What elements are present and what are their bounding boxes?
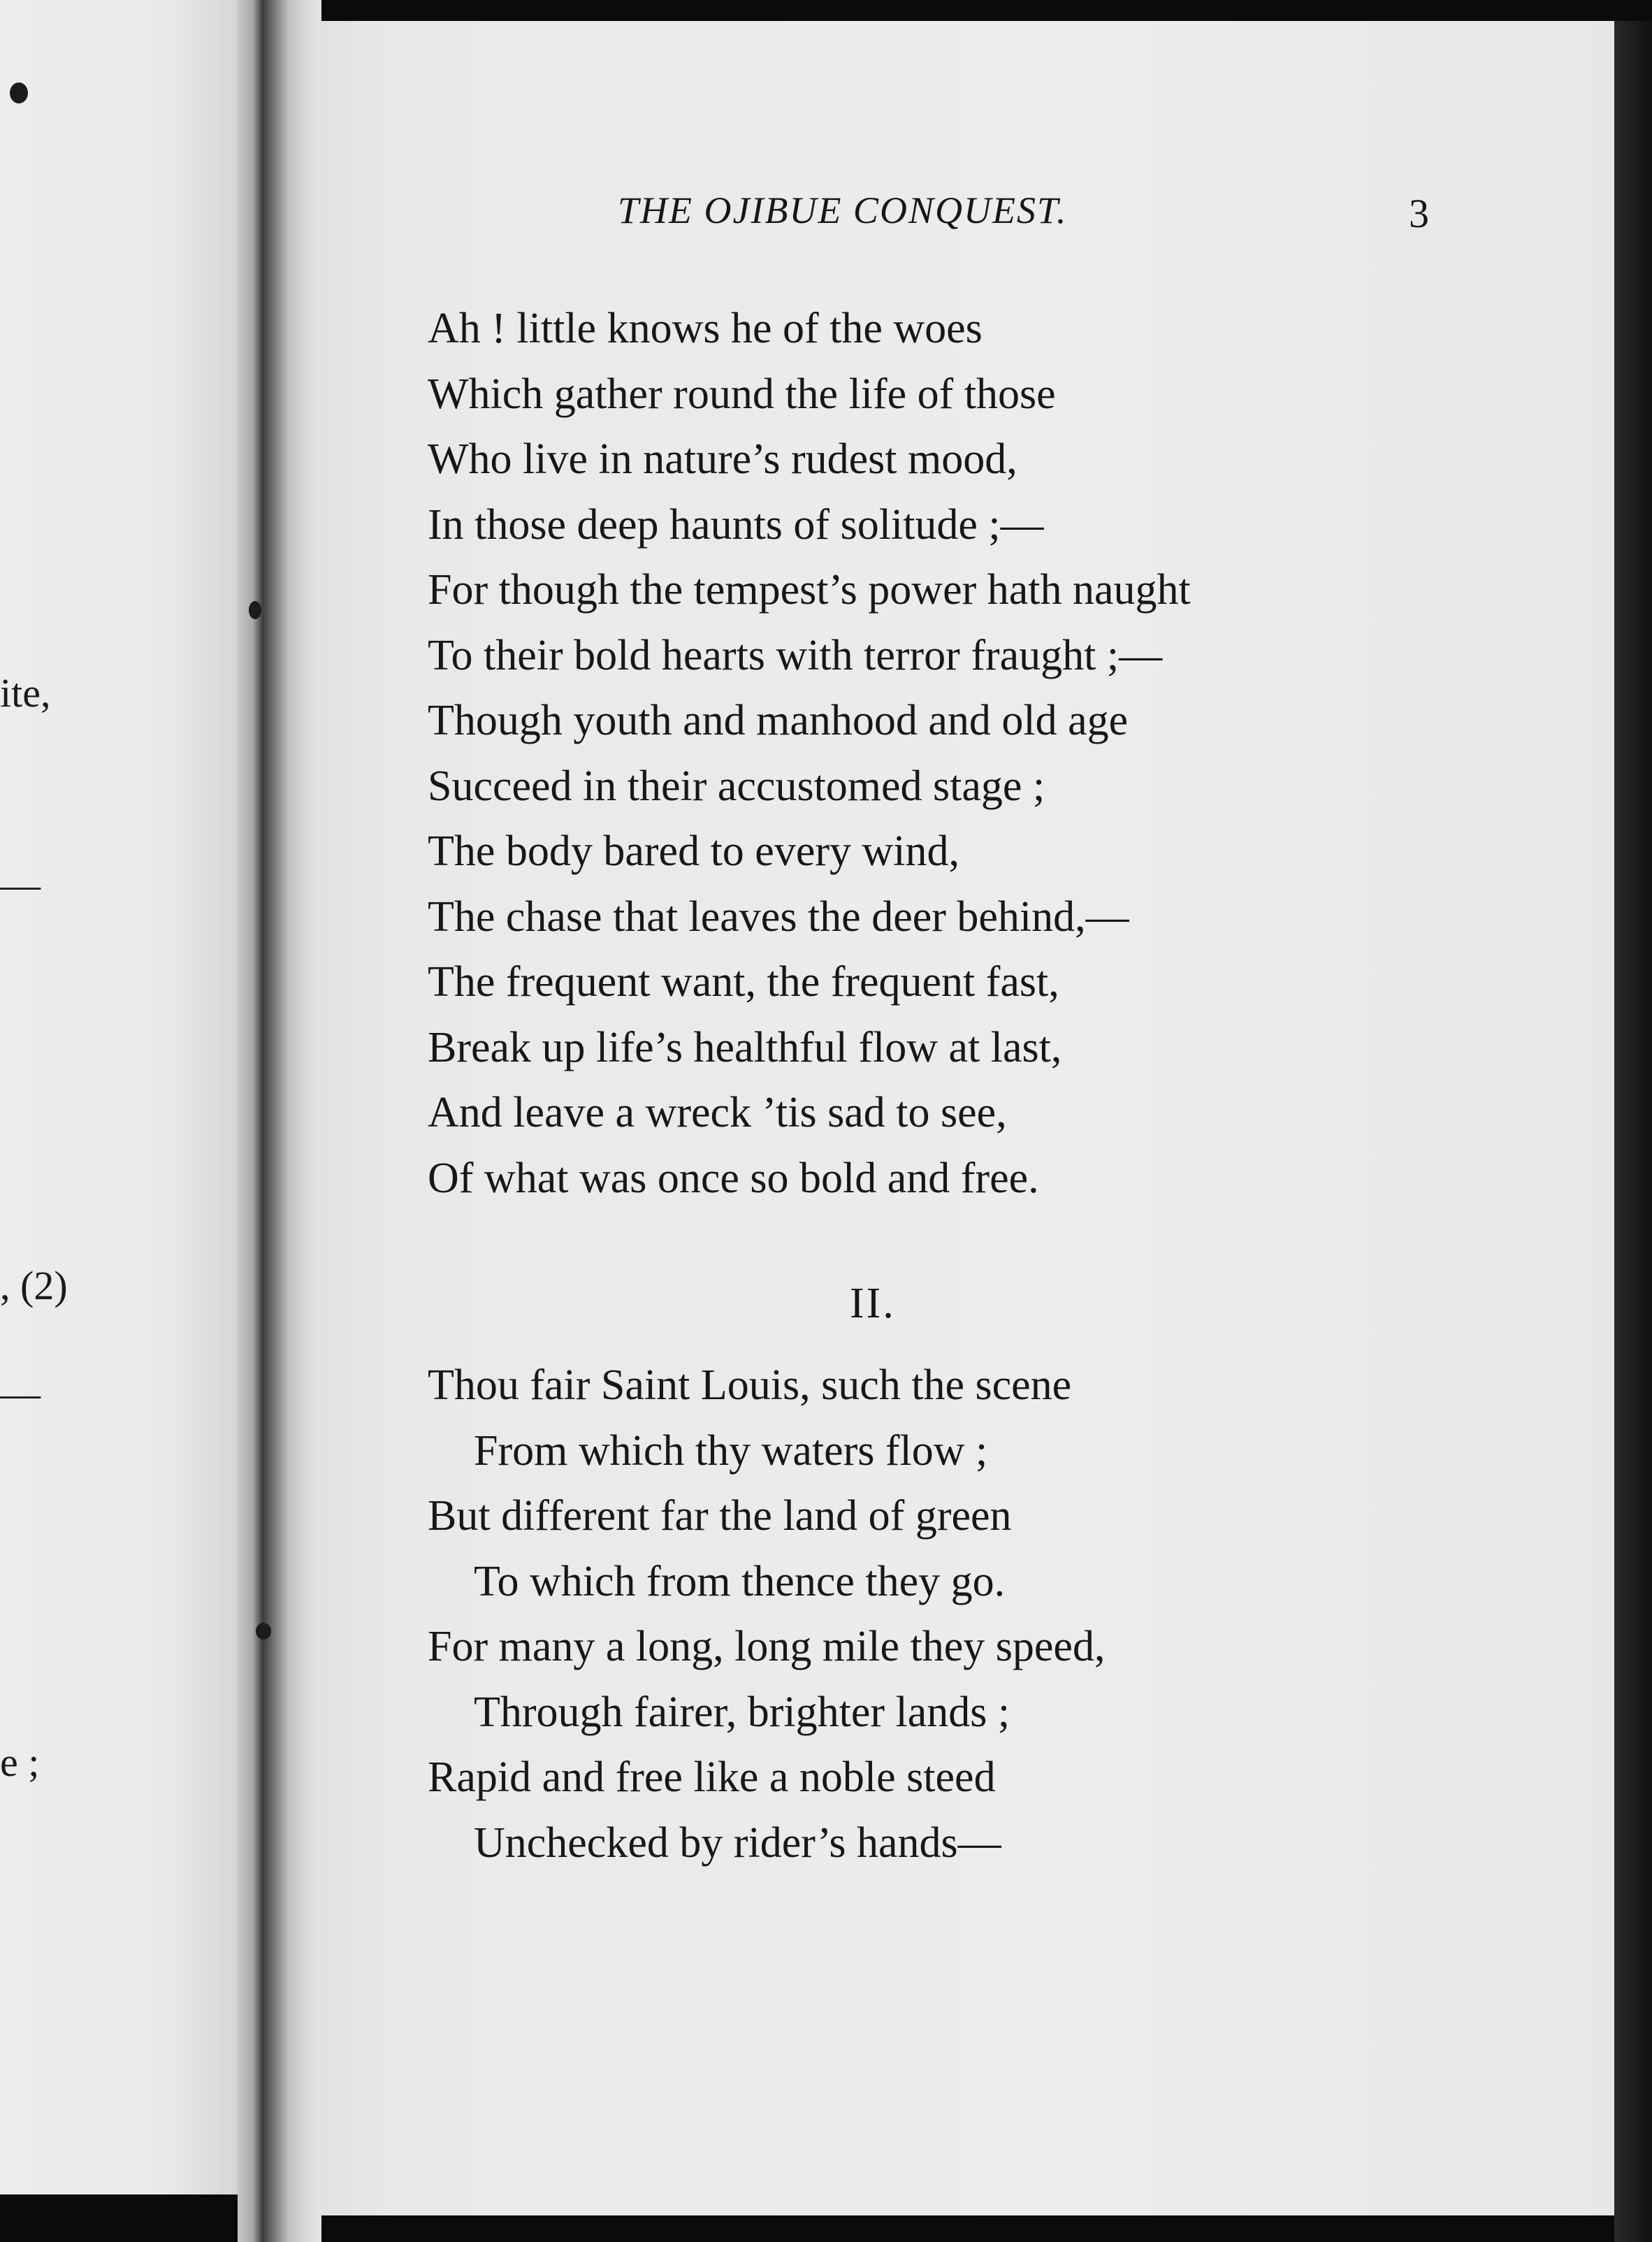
poem-line-indented: Unchecked by rider’s hands— [474, 1818, 1001, 1867]
poem-line: Who live in nature’s rudest mood, [428, 435, 1017, 483]
poem-line: For many a long, long mile they speed, [428, 1623, 1106, 1670]
poem-line: Which gather round the life of those [428, 370, 1056, 418]
page-number: 3 [1409, 191, 1429, 236]
poem-line: The frequent want, the frequent fast, [428, 958, 1059, 1006]
poem-line: And leave a wreck ’tis sad to see, [428, 1089, 1007, 1136]
poem-line: Break up life’s healthful flow at last, [428, 1023, 1062, 1071]
poem-line: For though the tempest’s power hath naught [428, 566, 1191, 614]
left-page-fragment: ite, [0, 670, 51, 716]
poem-line: Though youth and manhood and old age [428, 697, 1129, 744]
poem-line: But different far the land of green [428, 1492, 1012, 1540]
poem-line-indented: To which from thence they go. [474, 1557, 1006, 1605]
ink-speck [10, 82, 28, 103]
poem-line-indented: Through fairer, brighter lands ; [474, 1688, 1010, 1736]
ink-speck [249, 601, 261, 619]
poem-line: Of what was once so bold and free. [428, 1154, 1039, 1202]
poem-line: Ah ! little knows he of the woes [428, 305, 983, 352]
poem-line: Thou fair Saint Louis, such the scene [428, 1361, 1072, 1409]
section-numeral: II. [850, 1280, 896, 1327]
book-gutter [238, 0, 321, 2242]
left-page-fragment: e ; [0, 1740, 40, 1785]
poem-line: Rapid and free like a noble steed [428, 1753, 996, 1801]
poem-line-indented: From which thy waters flow ; [474, 1426, 988, 1475]
page-edge-shadow [1614, 21, 1652, 2242]
left-page-fragment: — [0, 862, 41, 907]
left-page-fragment: , (2) [0, 1263, 68, 1308]
ink-speck [256, 1623, 271, 1640]
poem-line: The chase that leaves the deer behind,— [428, 892, 1129, 941]
running-head-title: THE OJIBUE CONQUEST. [618, 189, 1068, 231]
poem-line: Succeed in their accustomed stage ; [428, 762, 1045, 810]
poem-line: To their bold hearts with terror fraught ;— [428, 631, 1163, 679]
facing-page-left [0, 0, 238, 2194]
poem-line: The body bared to every wind, [428, 827, 959, 875]
left-page-fragment: — [0, 1370, 41, 1416]
poem-stanza-2 [428, 1353, 1105, 1876]
poem-stanza-1 [428, 296, 1191, 1211]
poem-line: In those deep haunts of solitude ;— [428, 500, 1044, 549]
